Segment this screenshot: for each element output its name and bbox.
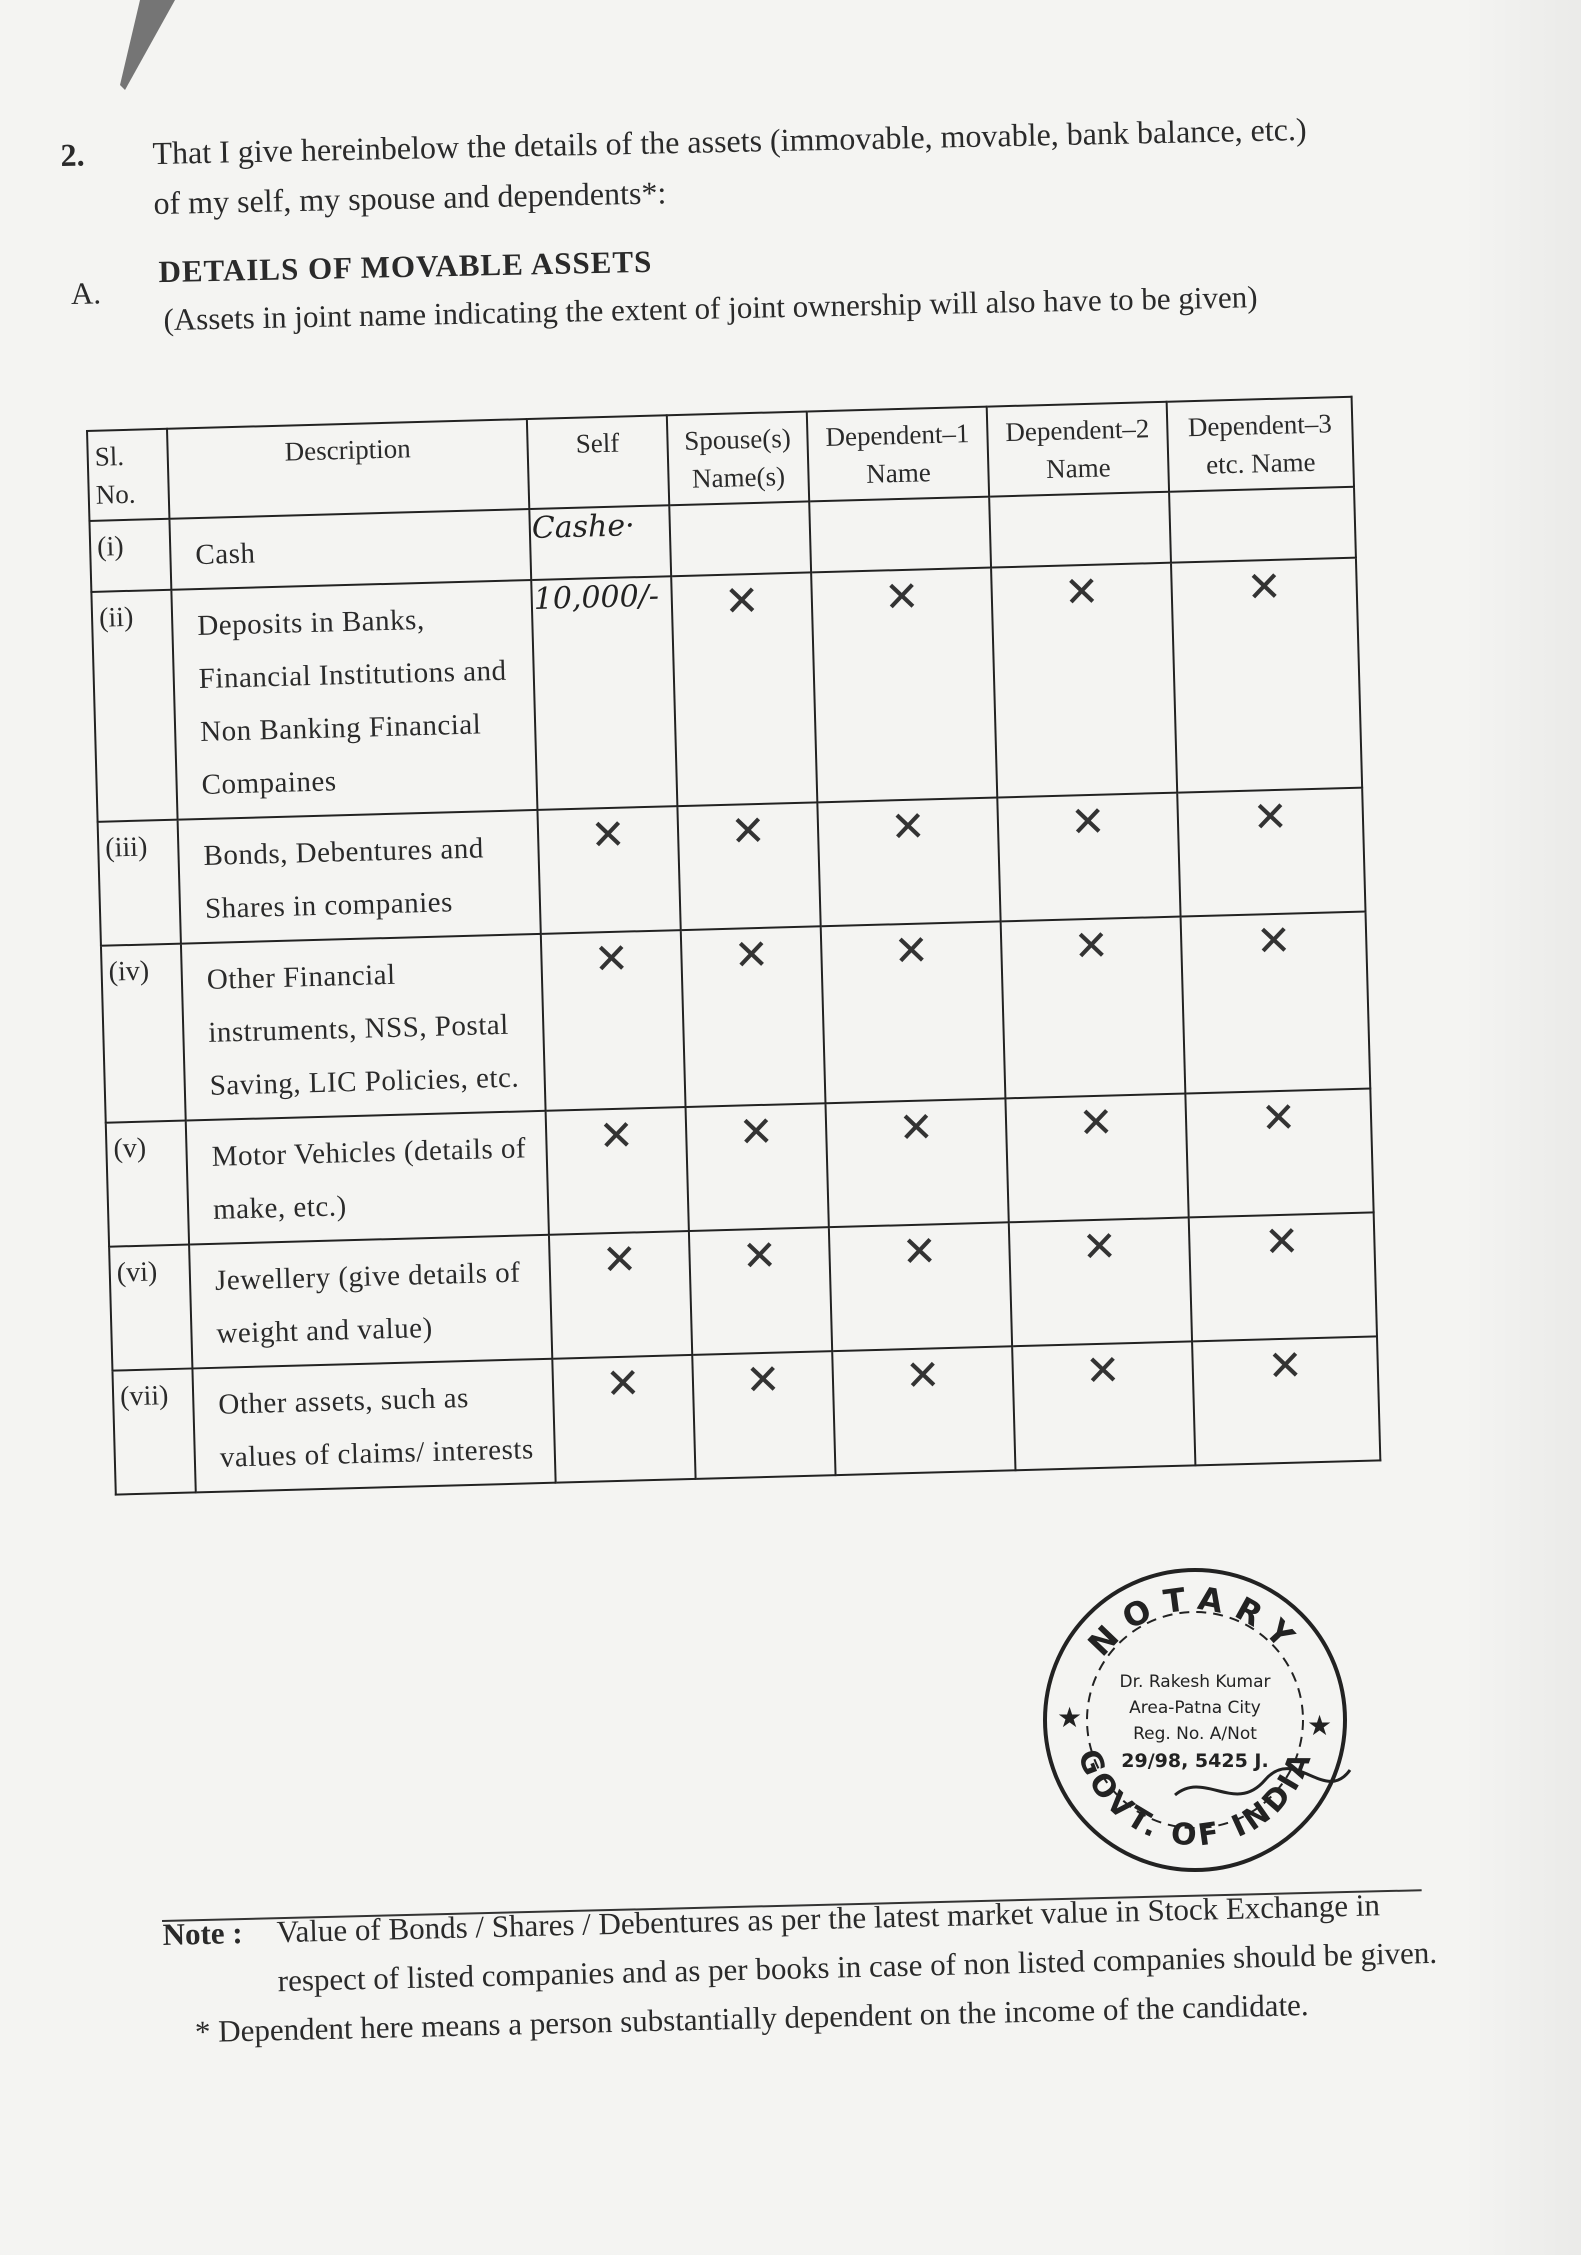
cross-mark: ✕ <box>1005 1094 1188 1223</box>
scan-shadow <box>1461 0 1581 2255</box>
star-icon: ★ <box>1307 1711 1333 1742</box>
cross-mark: ✕ <box>1189 1212 1377 1341</box>
cross-mark: ✕ <box>686 1103 829 1231</box>
notary-stamp <box>1035 1555 1355 1875</box>
row-sl: (iii) <box>98 820 181 946</box>
header-sl: Sl. No. <box>87 429 169 521</box>
stamp-top-text: NOTARY <box>1080 1579 1310 1664</box>
cross-mark: ✕ <box>1192 1336 1380 1465</box>
row-description: Deposits in Banks, Financial Institutions and Non Banking Financial Compaines <box>171 580 537 820</box>
note-label: Note : <box>162 1915 244 1952</box>
table-row <box>101 912 1370 1123</box>
stamp-bottom-text: GOVT. OF INDIA <box>1070 1744 1320 1854</box>
cross-mark: ✕ <box>546 1107 689 1235</box>
cell-self-handwritten: 10,000/- <box>531 576 677 810</box>
cross-mark: ✕ <box>832 1346 1015 1475</box>
section-a <box>70 223 1372 346</box>
cross-mark: ✕ <box>1185 1089 1373 1218</box>
cross-mark: ✕ <box>677 802 820 930</box>
movable-assets-table <box>86 396 1381 1496</box>
table-row <box>91 558 1362 822</box>
cross-mark: ✕ <box>811 568 997 803</box>
cell-self-handwritten: Cashe· <box>529 505 671 580</box>
cross-mark: ✕ <box>671 572 817 806</box>
star-icon: ★ <box>1057 1703 1083 1734</box>
row-description: Motor Vehicles (details of make, etc.) <box>186 1111 549 1245</box>
row-description: Other Financial instruments, NSS, Postal Saving, LIC Policies, etc. <box>181 934 546 1121</box>
section-title: DETAILS OF MOVABLE ASSETS <box>158 243 653 290</box>
cross-mark: ✕ <box>997 793 1180 922</box>
stamp-reg: Reg. No. A/Not <box>1133 1724 1257 1744</box>
row-description: Bonds, Debentures and Shares in companies <box>178 810 541 944</box>
cross-mark: ✕ <box>1009 1217 1192 1346</box>
row-sl: (ii) <box>91 590 177 822</box>
cell-dependent-2 <box>989 492 1171 568</box>
cross-mark: ✕ <box>821 921 1006 1103</box>
row-sl: (v) <box>106 1121 189 1247</box>
scan-corner-mark <box>80 0 190 100</box>
cross-mark: ✕ <box>1001 917 1186 1099</box>
stamp-number: 29/98, 5425 J. <box>1121 1750 1269 1772</box>
section-letter: A. <box>70 275 102 311</box>
cross-mark: ✕ <box>552 1355 695 1483</box>
intro-text: That I give hereinbelow the details of the assets (immovable, movable, bank balance, etc.) of my self, my spouse and dependents*: <box>152 110 1307 222</box>
stamp-area: Area-Patna City <box>1129 1698 1261 1718</box>
cross-mark: ✕ <box>817 797 1000 926</box>
cell-spouse <box>669 501 811 576</box>
cross-mark: ✕ <box>1012 1341 1195 1470</box>
row-sl: (vi) <box>109 1245 192 1371</box>
note-section <box>162 1879 1445 2057</box>
header-dependent-2: Dependent–2 Name <box>987 402 1169 497</box>
cross-mark: ✕ <box>681 926 826 1107</box>
header-dependent-3: Dependent–3 etc. Name <box>1167 397 1354 492</box>
header-dependent-1: Dependent–1 Name <box>807 407 989 502</box>
cross-mark: ✕ <box>1177 788 1365 917</box>
cross-mark: ✕ <box>991 563 1177 798</box>
header-description: Description <box>167 419 529 519</box>
cross-mark: ✕ <box>692 1351 835 1479</box>
row-sl: (vii) <box>112 1368 195 1494</box>
cross-mark: ✕ <box>689 1227 832 1355</box>
cross-mark: ✕ <box>537 806 680 934</box>
cell-dependent-1 <box>809 497 991 573</box>
cross-mark: ✕ <box>549 1231 692 1359</box>
footnote: * Dependent here means a person substantially dependent on the income of the candidate. <box>194 1987 1309 2050</box>
row-description: Jewellery (give details of weight and value) <box>189 1235 552 1369</box>
header-spouse: Spouse(s) Name(s) <box>667 411 809 505</box>
note-text: Value of Bonds / Shares / Debentures as per the latest market value in Stock Exchange in respect of listed companies and as per books in case of non listed companies should be given. <box>276 1887 1438 1999</box>
row-description: Cash <box>169 509 531 590</box>
cross-mark: ✕ <box>829 1222 1012 1351</box>
intro-paragraph <box>60 103 1362 230</box>
row-sl: (i) <box>89 519 171 592</box>
cross-mark: ✕ <box>825 1098 1008 1227</box>
stamp-name: Dr. Rakesh Kumar <box>1119 1672 1271 1692</box>
cross-mark: ✕ <box>1171 558 1362 793</box>
row-sl: (iv) <box>101 944 186 1123</box>
paragraph-number: 2. <box>60 136 85 173</box>
assets-table-wrap <box>86 395 1419 1680</box>
cross-mark: ✕ <box>541 930 686 1111</box>
cross-mark: ✕ <box>1181 912 1371 1094</box>
cell-dependent-3 <box>1169 487 1356 563</box>
section-subtitle: (Assets in joint name indicating the extent of joint ownership will also have to be given) <box>163 279 1258 338</box>
header-self: Self <box>527 415 669 509</box>
row-description: Other assets, such as values of claims/ interests <box>192 1359 555 1493</box>
